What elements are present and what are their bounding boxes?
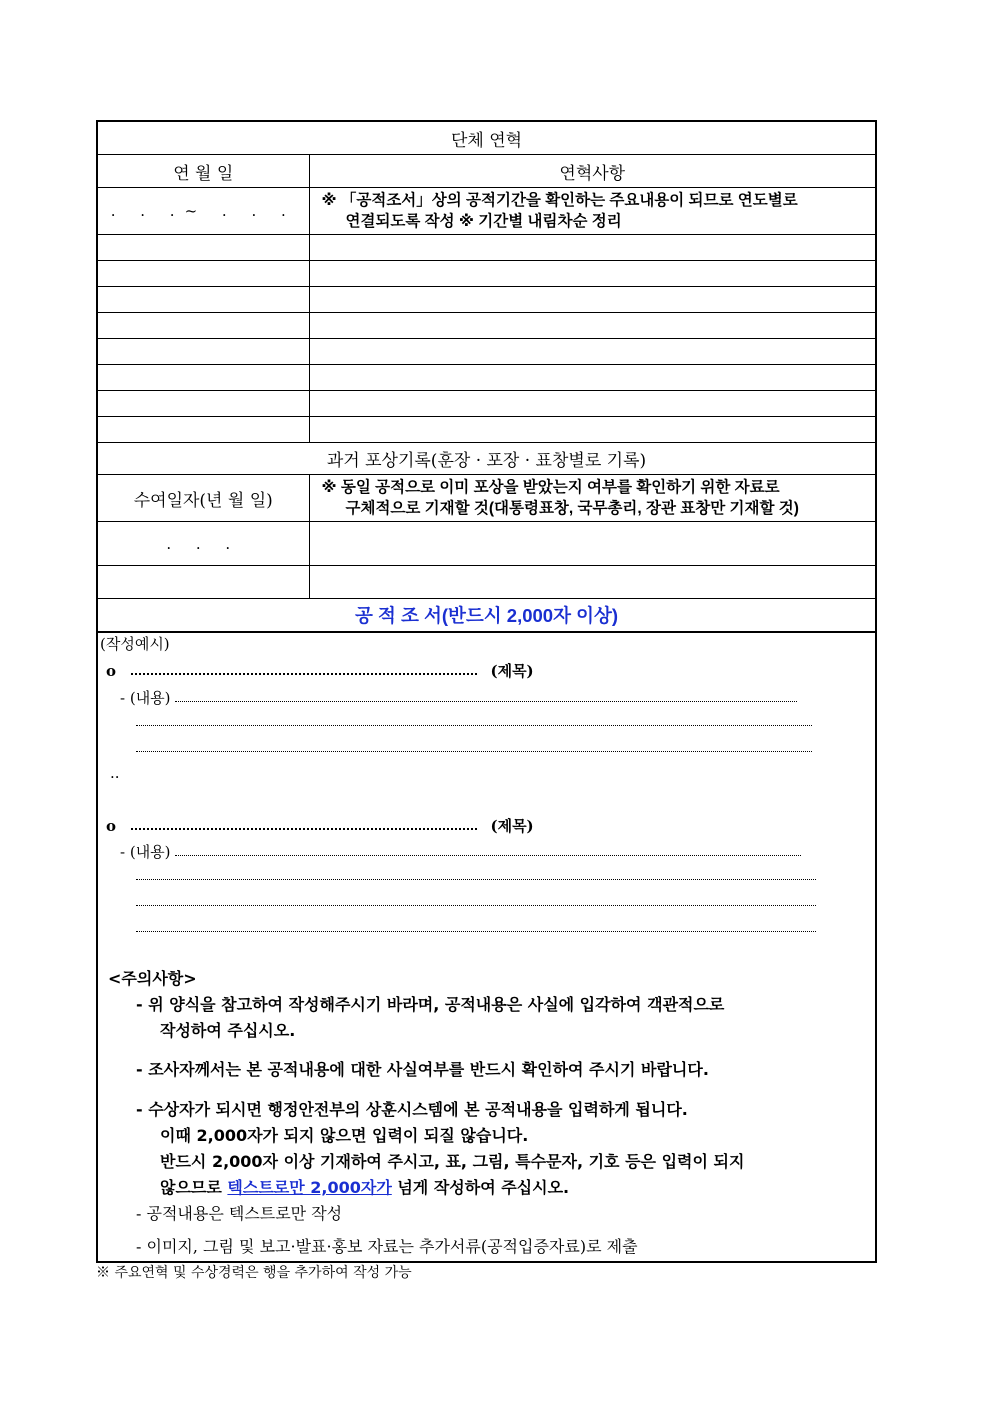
history-header: 단체 연혁 bbox=[98, 122, 875, 155]
bullet: o bbox=[106, 817, 117, 835]
awards-desc-cell[interactable] bbox=[309, 522, 875, 566]
notice-item-5: - 이미지, 그림 및 보고·발표·홍보 자료는 추가서류(공적입증자료)로 제출 bbox=[136, 1237, 638, 1256]
history-date-cell[interactable] bbox=[98, 313, 309, 339]
title-dotted-line bbox=[131, 824, 477, 830]
title-suffix: (제목) bbox=[490, 817, 534, 835]
awards-date-column-header: 수여일자(년 월 일) bbox=[98, 475, 309, 522]
example-content-line bbox=[120, 841, 801, 862]
content-dotted-line bbox=[136, 739, 812, 757]
ellipsis: .. bbox=[110, 764, 120, 782]
table-row bbox=[98, 391, 875, 417]
notice-item-3: - 수상자가 되시면 행정안전부의 상훈시스템에 본 공적내용을 입력하게 됩니다. bbox=[136, 1100, 688, 1119]
content-dotted-line bbox=[136, 867, 816, 885]
history-note-line2: 연결되도록 작성 ※ 기간별 내림차순 정리 bbox=[345, 213, 622, 230]
table-row bbox=[98, 339, 875, 365]
merit-title: 공 적 조 서(반드시 2,000자 이상) bbox=[98, 599, 875, 632]
table-row bbox=[98, 235, 875, 261]
history-desc-cell[interactable] bbox=[309, 261, 875, 287]
notice-item-3-line3: 반드시 2,000자 이상 기재하여 주시고, 표, 그림, 특수문자, 기호 등은 입력이 되지 bbox=[160, 1152, 745, 1171]
content-dotted-line bbox=[136, 713, 812, 731]
awards-note[interactable] bbox=[309, 475, 875, 522]
notice-item-3-line4 bbox=[160, 1175, 569, 1201]
notice-item-2: - 조사자께서는 본 공적내용에 대한 사실여부를 반드시 확인하여 주시기 바랍니다. bbox=[136, 1060, 709, 1079]
history-date-cell[interactable] bbox=[98, 391, 309, 417]
history-desc-cell[interactable] bbox=[309, 235, 875, 261]
history-desc-cell[interactable] bbox=[309, 287, 875, 313]
merit-content-area[interactable] bbox=[98, 632, 875, 1261]
history-date-column-header: 연 월 일 bbox=[98, 155, 309, 188]
notice-item-1: - 위 양식을 참고하여 작성해주시기 바라며, 공적내용은 사실에 입각하여 객관적으로 bbox=[136, 995, 725, 1014]
awards-desc-cell[interactable] bbox=[309, 566, 875, 599]
footnote: ※ 주요연혁 및 수상경력은 행을 추가하여 작성 가능 bbox=[96, 1265, 412, 1281]
text-only-link[interactable]: 텍스트로만 2,000자가 bbox=[227, 1178, 392, 1197]
example-content-line bbox=[120, 687, 797, 708]
notice-text: 넘게 작성하여 주십시오. bbox=[391, 1178, 570, 1197]
history-date-cell[interactable] bbox=[98, 287, 309, 313]
table-row bbox=[98, 261, 875, 287]
awards-header: 과거 포상기록(훈장 · 포장 · 표창별로 기록) bbox=[98, 443, 875, 475]
history-date-cell[interactable] bbox=[98, 417, 309, 443]
example-title-line bbox=[106, 815, 534, 836]
history-desc-cell[interactable] bbox=[309, 365, 875, 391]
history-date-cell[interactable] bbox=[98, 235, 309, 261]
awards-date-placeholder[interactable]: . . . bbox=[98, 522, 309, 566]
awards-note-line1: ※ 동일 공적으로 이미 포상을 받았는지 여부를 확인하기 위한 자료로 bbox=[321, 479, 780, 496]
content-dotted-line bbox=[175, 851, 801, 856]
content-dotted-line bbox=[136, 919, 816, 937]
notice-item-3-line2: 이때 2,000자가 되지 않으면 입력이 되질 않습니다. bbox=[160, 1126, 529, 1145]
title-suffix: (제목) bbox=[490, 662, 534, 680]
bullet: o bbox=[106, 662, 117, 680]
history-date-cell[interactable] bbox=[98, 365, 309, 391]
table-row bbox=[98, 313, 875, 339]
content-dotted-line bbox=[175, 697, 797, 702]
history-date-cell[interactable] bbox=[98, 339, 309, 365]
history-desc-column-header: 연혁사항 bbox=[309, 155, 875, 188]
table-row bbox=[98, 365, 875, 391]
history-date-placeholder[interactable]: . . .~ . . . bbox=[98, 188, 309, 235]
history-date-cell[interactable] bbox=[98, 261, 309, 287]
awards-date-cell[interactable] bbox=[98, 566, 309, 599]
example-label: (작성예시) bbox=[100, 635, 170, 653]
history-note[interactable] bbox=[309, 188, 875, 235]
history-desc-cell[interactable] bbox=[309, 339, 875, 365]
table-row bbox=[98, 287, 875, 313]
history-desc-cell[interactable] bbox=[309, 391, 875, 417]
notice-item-1-cont: 작성하여 주십시오. bbox=[160, 1021, 296, 1040]
table-row bbox=[98, 417, 875, 443]
history-desc-cell[interactable] bbox=[309, 313, 875, 339]
notice-text: 않으므로 bbox=[160, 1178, 228, 1197]
merit-form bbox=[96, 120, 877, 1263]
history-note-line1: ※ 「공적조서」상의 공적기간을 확인하는 주요내용이 되므로 연도별로 bbox=[321, 192, 798, 209]
history-table bbox=[98, 122, 875, 632]
example-title-line bbox=[106, 660, 534, 681]
history-desc-cell[interactable] bbox=[309, 417, 875, 443]
awards-note-line2: 구체적으로 기재할 것(대통령표창, 국무총리, 장관 표창만 기재할 것) bbox=[345, 500, 799, 517]
content-prefix: - (내용) bbox=[120, 843, 171, 861]
content-dotted-line bbox=[136, 893, 816, 911]
notice-heading: <주의사항> bbox=[108, 969, 197, 988]
title-dotted-line bbox=[131, 669, 477, 675]
notice-item-4: - 공적내용은 텍스트로만 작성 bbox=[136, 1204, 343, 1223]
content-prefix: - (내용) bbox=[120, 689, 171, 707]
